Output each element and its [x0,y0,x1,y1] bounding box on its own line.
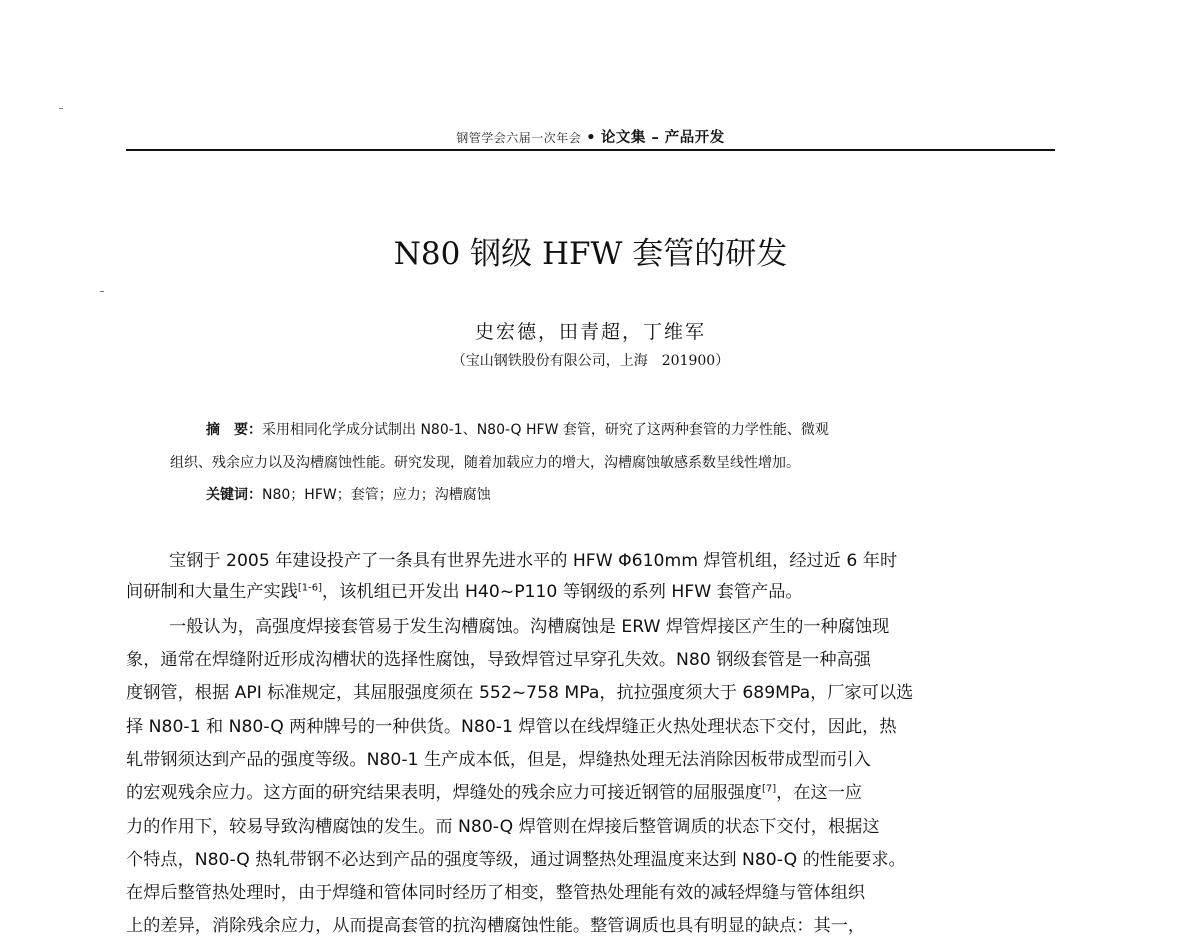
body-line: 择 N80-1 和 N80-Q 两种牌号的一种供货。N80-1 焊管以在线焊缝正火热处理状态下交付，因此，热 [126,717,897,737]
keywords-text: N80；HFW；套管；应力；沟槽腐蚀 [262,487,491,503]
abstract-line-2 [170,452,800,472]
abstract-text-1: 采用相同化学成分试制出 N80-1、N80-Q HFW 套管，研究了这两种套管的力学性能、微观 [262,422,829,438]
body-line: 个特点，N80-Q 热轧带钢不必达到产品的强度等级，通过调整热处理温度来达到 N80-Q 的性能要求。 [126,850,906,870]
paper-authors: 史宏德，田青超，丁维军 [474,321,706,343]
paper-affiliation: （宝山钢铁股份有限公司，上海 201900） [451,353,730,369]
body-line: 象，通常在焊缝附近形成沟槽状的选择性腐蚀，导致焊管过早穿孔失效。N80 钢级套管是一种高强 [126,650,871,670]
abstract-text-2: 组织、残余应力以及沟槽腐蚀性能。研究发现，随着加载应力的增大，沟槽腐蚀敏感系数呈线性增加。 [170,455,800,471]
body-line: 上的差异，消除残余应力，从而提高套管的抗沟槽腐蚀性能。整管调质也具有明显的缺点：其一， [126,916,866,936]
scan-speck [59,108,63,109]
running-head-section: 论文集 – 产品开发 [600,130,725,146]
keywords-label: 关键词： [206,487,262,503]
body-line: 在焊后整管热处理时，由于焊缝和管体同时经历了相变，整管热处理能有效的减轻焊缝与管体组织 [126,883,866,903]
body-line: 度钢管，根据 API 标准规定，其屈服强度须在 552~758 MPa，抗拉强度须大于 689MPa，厂家可以选 [126,683,914,703]
body-line: 一般认为，高强度焊接套管易于发生沟槽腐蚀。沟槽腐蚀是 ERW 焊管焊接区产生的一种腐蚀现 [169,617,890,637]
header-rule [126,149,1055,151]
body-line: 的宏观残余应力。这方面的研究结果表明，焊缝处的残余应力可接近钢管的屈服强度[7]，在这一应 [126,783,863,803]
paper-title: N80 钢级 HFW 套管的研发 [393,236,788,272]
citation-marker: [1-6] [297,582,323,594]
citation-marker: [7] [761,783,777,795]
body-line: 力的作用下，较易导致沟槽腐蚀的发生。而 N80-Q 焊管则在焊接后整管调质的状态下交付，根据这 [126,817,880,837]
abstract-line-1 [206,419,829,439]
running-head [126,126,1055,147]
abstract-label: 摘 要： [206,422,262,438]
scan-speck [100,291,104,292]
keywords-line [206,484,491,504]
body-line: 间研制和大量生产实践[1-6]，该机组已开发出 H40~P110 等钢级的系列 HFW 套管产品。 [126,582,803,602]
body-line: 宝钢于 2005 年建设投产了一条具有世界先进水平的 HFW Φ610mm 焊管机组，经过近 6 年时 [169,551,898,571]
body-line: 轧带钢须达到产品的强度等级。N80-1 生产成本低，但是，焊缝热处理无法消除因板带成型而引入 [126,750,871,770]
running-head-separator: • [586,130,596,146]
running-head-conference: 钢管学会六届一次年会 [456,131,582,145]
